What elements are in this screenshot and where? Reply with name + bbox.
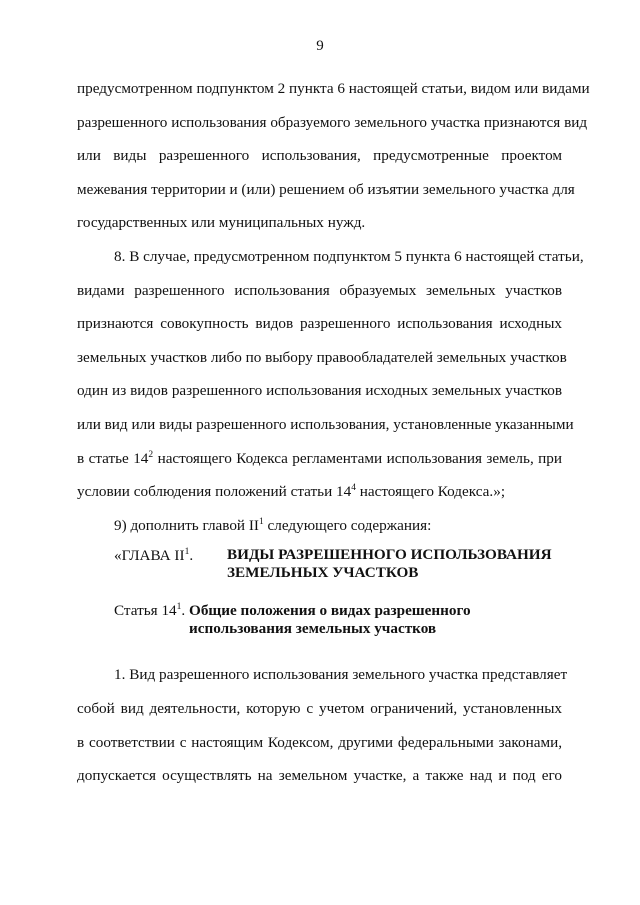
text-line: один из видов разрешенного использования исходных земельных участков bbox=[77, 382, 562, 400]
article-label-text: . bbox=[181, 602, 186, 620]
superscript: 4 bbox=[351, 483, 356, 494]
text-fragment: следующего содержания: bbox=[263, 516, 432, 534]
text-line: предусмотренном подпунктом 2 пункта 6 настоящей статьи, видом или видами bbox=[77, 80, 590, 97]
page-number: 9 bbox=[316, 38, 324, 54]
text-fragment: настоящего Кодекса регламентами использования земель, при bbox=[153, 449, 562, 467]
text-line: межевания территории и (или) решением об изъятии земельного участка для bbox=[77, 180, 575, 198]
superscript: 1 bbox=[258, 516, 264, 527]
text-fragment: настоящего Кодекса.»; bbox=[355, 483, 506, 501]
text-fragment: 9) дополнить главой II bbox=[114, 516, 259, 534]
text-line: 8. В случае, предусмотренном подпунктом 5 пункта 6 настоящей статьи, bbox=[114, 247, 584, 265]
text-line bbox=[77, 509, 562, 543]
text-line: видами разрешенного использования образуемых земельных участков bbox=[77, 281, 562, 299]
text-line: признаются совокупность видов разрешенного использования исходных bbox=[77, 315, 562, 333]
superscript: 1 bbox=[184, 547, 190, 558]
superscript: 2 bbox=[148, 449, 154, 460]
text-fragment: условии соблюдения положений статьи 14 bbox=[77, 483, 352, 501]
text-line bbox=[77, 475, 562, 509]
text-line: 1. Вид разрешенного использования земельного участка представляет bbox=[114, 666, 568, 684]
article-label-text: Статья 14 bbox=[114, 602, 177, 620]
article-title: Общие положения о видах разрешенного использования земельных участков bbox=[189, 602, 471, 638]
text-line: собой вид деятельности, которую с учетом ограничений, установленных bbox=[77, 699, 562, 717]
text-line: в соответствии с настоящим Кодексом, другими федеральными законами, bbox=[77, 733, 562, 751]
text-line: земельных участков либо по выбору правообладателей земельных участков bbox=[77, 348, 567, 366]
text-fragment: в статье 14 bbox=[77, 449, 149, 467]
text-line: или вид или виды разрешенного использования, установленные указанными bbox=[77, 415, 574, 433]
chapter-heading bbox=[77, 546, 562, 582]
text-line: допускается осуществлять на земельном участке, а также над и под его bbox=[77, 767, 562, 785]
document-body bbox=[77, 72, 590, 793]
text-line bbox=[77, 442, 562, 476]
article-heading bbox=[77, 602, 562, 638]
paragraph bbox=[77, 658, 568, 792]
text-line: государственных или муниципальных нужд. bbox=[77, 214, 366, 232]
chapter-label bbox=[77, 546, 227, 582]
superscript: 1 bbox=[176, 602, 182, 613]
text-line: разрешенного использования образуемого земельного участка признаются вид bbox=[77, 113, 588, 131]
article-label bbox=[77, 602, 189, 638]
chapter-label-text: . bbox=[189, 547, 194, 565]
chapter-title: ВИДЫ РАЗРЕШЕННОГО ИСПОЛЬЗОВАНИЯ ЗЕМЕЛЬНЫХ УЧАСТКОВ bbox=[227, 546, 552, 582]
text-line: или виды разрешенного использования, предусмотренные проектом bbox=[77, 147, 562, 165]
chapter-label-text: «ГЛАВА II bbox=[114, 547, 185, 565]
